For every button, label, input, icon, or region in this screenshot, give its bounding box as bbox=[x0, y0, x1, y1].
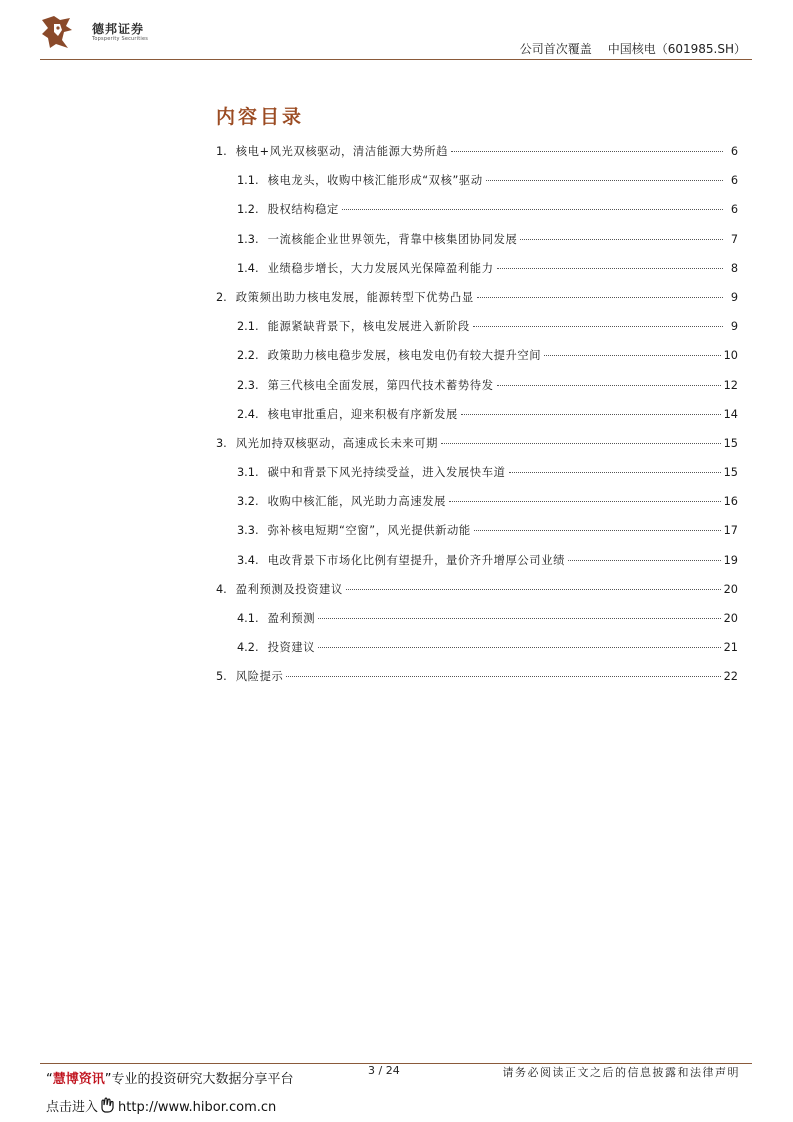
toc-entry-title: 第三代核电全面发展，第四代技术蓄势待发 bbox=[267, 378, 494, 392]
toc-entry-title: 股权结构稳定 bbox=[267, 203, 339, 217]
toc-leader-dots bbox=[486, 180, 723, 181]
toc-entry-number: 3.1. bbox=[237, 466, 259, 480]
header-rule bbox=[40, 59, 752, 60]
toc-entry-number: 4. bbox=[216, 582, 227, 596]
toc-entry-title: 业绩稳步增长，大力发展风光保障盈利能力 bbox=[267, 261, 494, 275]
toc-leader-dots bbox=[544, 355, 720, 356]
toc-entry-5[interactable] bbox=[216, 668, 738, 697]
toc-leader-dots bbox=[461, 414, 721, 415]
toc-entry-page: 10 bbox=[723, 349, 738, 363]
toc-entry-1-3[interactable] bbox=[216, 231, 738, 260]
toc-leader-dots bbox=[477, 297, 723, 298]
toc-leader-dots bbox=[451, 151, 723, 152]
toc-entry-4-1[interactable] bbox=[216, 610, 738, 639]
toc-entry-page: 6 bbox=[730, 145, 738, 158]
toc-entry-1-2[interactable] bbox=[216, 201, 738, 230]
report-type: 公司首次覆盖 bbox=[519, 42, 592, 56]
toc-entry-page: 20 bbox=[723, 582, 738, 596]
toc-entry-page: 12 bbox=[723, 378, 738, 392]
toc-entry-number: 3.2. bbox=[237, 495, 259, 509]
toc-entry-number: 2.4. bbox=[237, 407, 259, 421]
toc-entry-number: 1.1. bbox=[237, 174, 259, 188]
toc-entry-number: 4.1. bbox=[237, 612, 259, 625]
dragon-logo-icon bbox=[40, 14, 74, 50]
toc-entry-title: 核电龙头，收购中核汇能形成“双核”驱动 bbox=[267, 174, 483, 188]
toc-entry-4-2[interactable] bbox=[216, 639, 738, 668]
toc-entry-1[interactable] bbox=[216, 143, 738, 172]
company-ticker: 中国核电（601985.SH） bbox=[607, 42, 746, 56]
toc-entry-page: 19 bbox=[723, 553, 738, 567]
toc-entry-2[interactable] bbox=[216, 289, 738, 318]
toc-entry-number: 2.2. bbox=[237, 349, 259, 363]
toc-leader-dots bbox=[520, 239, 723, 240]
logo-name-cn: 德邦证券 bbox=[92, 22, 145, 36]
pointing-hand-icon bbox=[99, 1097, 117, 1113]
toc-entry-number: 1.2. bbox=[237, 203, 259, 217]
toc-entry-title: 一流核能企业世界领先，背靠中核集团协同发展 bbox=[267, 232, 518, 246]
watermark-brand: 慧博资讯 bbox=[52, 1072, 105, 1087]
toc-entry-title: 政策频出助力核电发展，能源转型下优势凸显 bbox=[235, 290, 474, 304]
toc-entry-title: 核电审批重启，迎来积极有序新发展 bbox=[267, 407, 458, 421]
toc-entry-2-1[interactable] bbox=[216, 318, 738, 347]
toc-entry-page: 21 bbox=[723, 641, 738, 655]
toc-entry-title: 核电+风光双核驱动，清洁能源大势所趋 bbox=[235, 145, 449, 158]
toc-entry-2-4[interactable] bbox=[216, 406, 738, 435]
toc-entry-number: 2. bbox=[216, 290, 227, 304]
toc-entry-page: 17 bbox=[723, 524, 738, 538]
watermark-url[interactable]: http://www.hibor.com.cn bbox=[118, 1100, 277, 1115]
toc-entry-number: 4.2. bbox=[237, 641, 259, 655]
watermark-slogan-text: 专业的投资研究大数据分享平台 bbox=[111, 1072, 294, 1087]
toc-entry-title: 碳中和背景下风光持续受益，进入发展快车道 bbox=[267, 466, 506, 480]
toc-entry-title: 电改背景下市场化比例有望提升，量价齐升增厚公司业绩 bbox=[267, 553, 565, 567]
toc-entry-title: 政策助力核电稳步发展，核电发电仍有较大提升空间 bbox=[267, 349, 542, 363]
close-quote: ” bbox=[104, 1072, 112, 1087]
toc-entry-page: 6 bbox=[730, 174, 738, 188]
toc-entry-title: 投资建议 bbox=[267, 641, 316, 655]
toc-leader-dots bbox=[441, 443, 721, 444]
toc-entry-4[interactable] bbox=[216, 581, 738, 610]
legal-disclaimer: 请务必阅读正文之后的信息披露和法律声明 bbox=[502, 1066, 740, 1079]
toc-entry-2-3[interactable] bbox=[216, 377, 738, 406]
toc-entry-title: 风险提示 bbox=[235, 670, 284, 684]
toc-leader-dots bbox=[318, 618, 720, 619]
toc-entry-3-2[interactable] bbox=[216, 493, 738, 522]
toc-entry-3-1[interactable] bbox=[216, 464, 738, 493]
toc-entry-number: 5. bbox=[216, 670, 227, 684]
toc-entry-3-3[interactable] bbox=[216, 522, 738, 551]
watermark-link[interactable] bbox=[46, 1096, 276, 1115]
page-number: 3 / 24 bbox=[368, 1064, 400, 1077]
toc-entry-number: 3.3. bbox=[237, 524, 259, 538]
toc-entry-page: 7 bbox=[730, 232, 738, 246]
toc-entry-page: 6 bbox=[730, 203, 738, 217]
toc-leader-dots bbox=[474, 530, 721, 531]
toc-entry-number: 2.3. bbox=[237, 378, 259, 392]
logo-name-en: Topsperity Securities bbox=[92, 36, 149, 42]
toc-entry-title: 盈利预测 bbox=[267, 612, 316, 625]
toc-entry-page: 9 bbox=[730, 320, 738, 334]
toc-entry-page: 15 bbox=[723, 436, 738, 450]
toc-entry-title: 能源紧缺背景下，核电发展进入新阶段 bbox=[267, 320, 470, 334]
toc-entry-1-1[interactable] bbox=[216, 172, 738, 201]
toc-entry-number: 1. bbox=[216, 145, 227, 158]
open-quote: “ bbox=[46, 1072, 53, 1087]
toc-entry-number: 2.1. bbox=[237, 320, 259, 334]
toc-entry-1-4[interactable] bbox=[216, 260, 738, 289]
toc-entry-2-2[interactable] bbox=[216, 347, 738, 376]
toc-leader-dots bbox=[473, 326, 723, 327]
toc-entry-title: 弥补核电短期“空窗”，风光提供新动能 bbox=[267, 524, 471, 538]
toc-entry-number: 1.3. bbox=[237, 232, 259, 246]
toc-leader-dots bbox=[497, 385, 721, 386]
toc-entry-3-4[interactable] bbox=[216, 552, 738, 581]
toc-entry-title: 风光加持双核驱动，高速成长未来可期 bbox=[235, 436, 439, 450]
toc-entry-page: 15 bbox=[723, 466, 738, 480]
toc-leader-dots bbox=[346, 589, 721, 590]
toc-leader-dots bbox=[509, 472, 721, 473]
toc-entry-page: 9 bbox=[730, 290, 738, 304]
toc-entry-3[interactable] bbox=[216, 435, 738, 464]
toc-entry-title: 收购中核汇能，风光助力高速发展 bbox=[267, 495, 447, 509]
toc-entry-page: 22 bbox=[723, 670, 738, 684]
watermark-link-prefix: 点击进入 bbox=[46, 1100, 99, 1115]
toc-entry-page: 14 bbox=[723, 407, 738, 421]
toc-leader-dots bbox=[568, 560, 721, 561]
toc-leader-dots bbox=[318, 647, 720, 648]
toc-entry-page: 16 bbox=[723, 495, 738, 509]
toc-entry-page: 8 bbox=[730, 261, 738, 275]
toc-leader-dots bbox=[449, 501, 721, 502]
toc-entry-number: 3.4. bbox=[237, 553, 259, 567]
toc-leader-dots bbox=[342, 209, 723, 210]
toc-leader-dots bbox=[286, 676, 720, 677]
toc-title: 内容目录 bbox=[216, 106, 305, 128]
toc-entry-title: 盈利预测及投资建议 bbox=[235, 582, 343, 596]
toc-entry-number: 3. bbox=[216, 436, 227, 450]
toc-entry-page: 20 bbox=[723, 612, 738, 625]
toc-leader-dots bbox=[497, 268, 723, 269]
table-of-contents bbox=[216, 143, 738, 698]
report-info bbox=[520, 40, 746, 57]
watermark-slogan bbox=[46, 1068, 294, 1087]
page-header bbox=[0, 0, 793, 70]
toc-entry-number: 1.4. bbox=[237, 261, 259, 275]
